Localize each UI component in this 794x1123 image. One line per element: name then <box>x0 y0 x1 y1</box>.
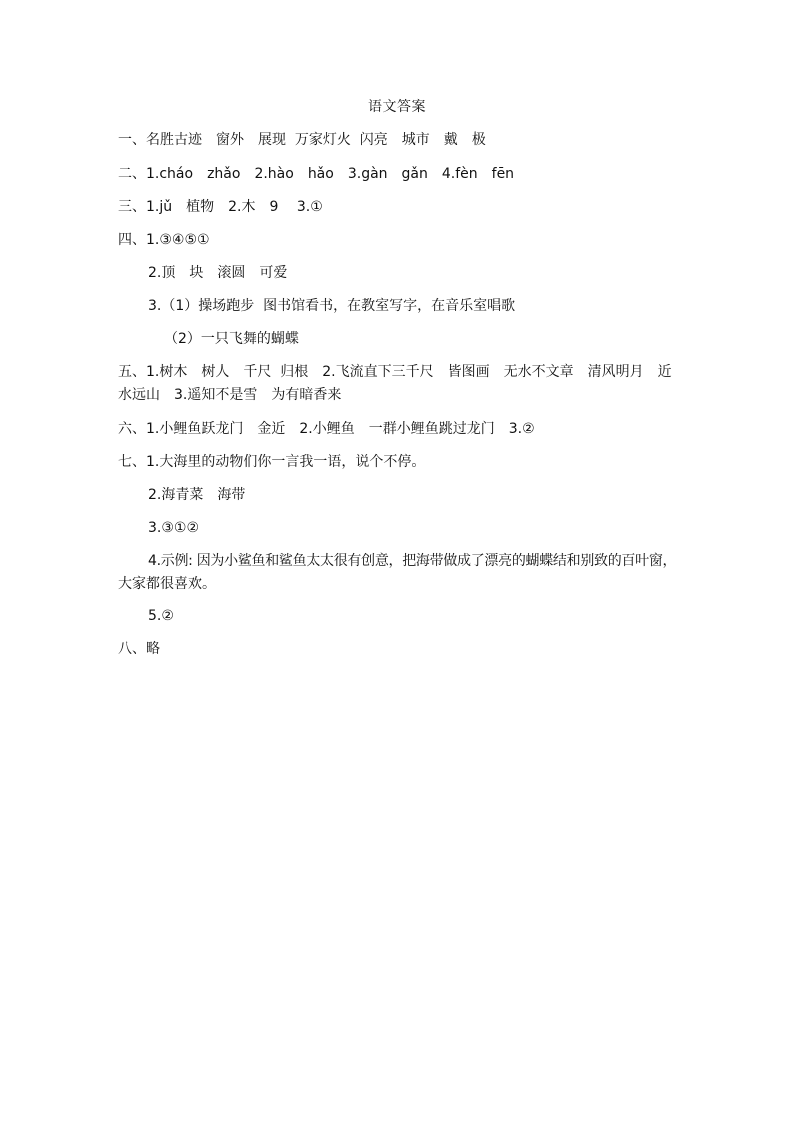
answer-section-4-item-2: 2.顶 块 滚圆 可爱 <box>148 265 288 281</box>
answer-section-4-item-1: 四、1.③④⑤① <box>118 232 210 248</box>
answer-section-7-item-4-line-1: 4.示例: 因为小鲨鱼和鲨鱼太太很有创意，把海带做成了漂亮的蝴蝶结和别致的百叶窗， <box>148 553 677 569</box>
answer-section-5-line-1: 五、1.树木 树人 千尺 归根 2.飞流直下三千尺 皆图画 无水不文章 清风明月 近 <box>118 364 672 380</box>
answer-section-3: 三、1.jǔ 植物 2.木 9 3.① <box>118 199 323 215</box>
answer-section-5-line-2: 水远山 3.遥知不是雪 为有暗香来 <box>118 387 342 403</box>
answer-section-2: 二、1.cháo zhǎo 2.hào hǎo 3.gàn gǎn 4.fèn fēn <box>118 166 515 182</box>
answer-section-7-item-3: 3.③①② <box>148 520 200 536</box>
answer-section-1: 一、名胜古迹 窗外 展现 万家灯火 闪亮 城市 戴 极 <box>118 132 486 148</box>
answer-section-7-item-1: 七、1.大海里的动物们你一言我一语，说个不停。 <box>118 454 426 470</box>
answer-section-7-item-2: 2.海青菜 海带 <box>148 487 246 503</box>
answer-section-4-item-3: 3.（1）操场跑步 图书馆看书，在教室写字，在音乐室唱歌 <box>148 298 516 314</box>
answer-section-4-item-3-sub-2: （2）一只飞舞的蝴蝶 <box>164 331 299 347</box>
answer-section-7-item-5: 5.② <box>148 608 174 624</box>
page-title: 语文答案 <box>368 99 426 115</box>
answer-section-8: 八、略 <box>118 641 160 657</box>
answer-section-7-item-4-line-2: 大家都很喜欢。 <box>118 576 216 592</box>
answer-section-6: 六、1.小鲤鱼跃龙门 金近 2.小鲤鱼 一群小鲤鱼跳过龙门 3.② <box>118 421 535 437</box>
